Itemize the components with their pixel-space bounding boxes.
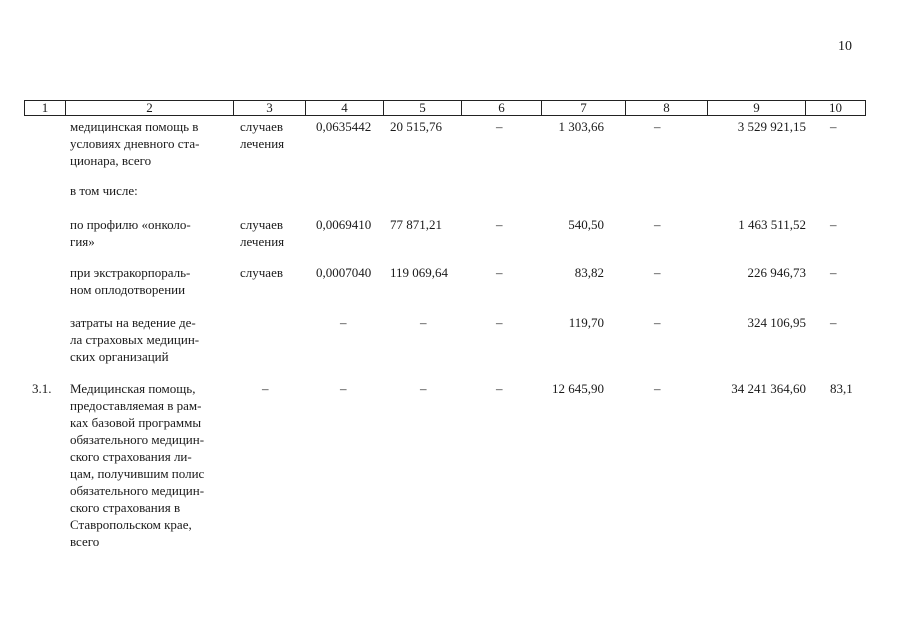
- cell-col8: –: [654, 119, 661, 134]
- row-unit: –: [262, 381, 269, 396]
- cell-col5: 77 871,21: [390, 217, 442, 232]
- cell-col7: 540,50: [568, 217, 604, 232]
- row-name: в том числе:: [70, 183, 138, 198]
- cell-col6: –: [496, 315, 503, 330]
- cell-col9: 34 241 364,60: [731, 381, 806, 396]
- cell-col10: –: [830, 217, 837, 232]
- cell-col10: –: [830, 315, 837, 330]
- cell-col4: 0,0069410: [316, 217, 372, 232]
- column-header: 4: [305, 101, 383, 115]
- column-header: 5: [383, 101, 461, 115]
- cell-col9: 1 463 511,52: [738, 217, 806, 232]
- row-name: медицинская помощь в условиях дневного ста- ционара, всего: [70, 119, 200, 168]
- cell-col10: –: [830, 119, 837, 134]
- cell-col7: 12 645,90: [552, 381, 604, 396]
- row-unit: случаев лечения: [240, 119, 285, 151]
- cell-col4: –: [340, 315, 347, 330]
- cell-col6: –: [496, 265, 503, 280]
- column-header: 6: [461, 101, 541, 115]
- cell-col8: –: [654, 315, 661, 330]
- column-header: 7: [541, 101, 625, 115]
- row-name: по профилю «онколо- гия»: [70, 217, 191, 249]
- cell-col6: –: [496, 381, 503, 396]
- row-name: Медицинская помощь, предоставляемая в рам- ках базовой программы обязательного медицин- ского страхования ли- цам, получившим полис обязательного медицин- ского страхования в Ставропольском крае, всего: [70, 381, 205, 549]
- cell-col7: 83,82: [574, 265, 604, 280]
- cell-col5: –: [420, 315, 427, 330]
- column-header: 10: [805, 101, 865, 115]
- cell-col5: –: [420, 381, 427, 396]
- row-unit: случаев лечения: [240, 217, 285, 249]
- cell-col8: –: [654, 381, 661, 396]
- row-name: при экстракорпораль- ном оплодотворении: [70, 265, 191, 297]
- cell-col4: 0,0007040: [316, 265, 372, 280]
- column-header: 2: [65, 101, 233, 115]
- cell-col6: –: [496, 217, 503, 232]
- column-header: 1: [41, 100, 49, 115]
- cell-col4: –: [340, 381, 347, 396]
- cell-col4: 0,0635442: [316, 119, 372, 134]
- cell-col8: –: [654, 217, 661, 232]
- column-header: 8: [625, 101, 707, 115]
- page-number: 10: [838, 39, 852, 54]
- cell-col8: –: [654, 265, 661, 280]
- column-header: 3: [233, 101, 305, 115]
- row-number: 3.1.: [32, 381, 52, 396]
- cell-col10: –: [830, 265, 837, 280]
- row-unit: случаев: [240, 265, 283, 280]
- cell-col9: 3 529 921,15: [737, 119, 806, 134]
- table-header-row: [24, 100, 866, 116]
- cell-col10: 83,1: [830, 381, 853, 396]
- cell-col5: 119 069,64: [390, 265, 449, 280]
- column-header: 9: [707, 101, 805, 115]
- cell-col5: 20 515,76: [390, 119, 442, 134]
- cell-col7: 1 303,66: [558, 119, 604, 134]
- cell-col9: 324 106,95: [747, 315, 806, 330]
- cell-col9: 226 946,73: [747, 265, 806, 280]
- cell-col7: 119,70: [568, 315, 604, 330]
- row-name: затраты на ведение де- ла страховых медицин- ских организаций: [70, 315, 200, 364]
- cell-col6: –: [496, 119, 503, 134]
